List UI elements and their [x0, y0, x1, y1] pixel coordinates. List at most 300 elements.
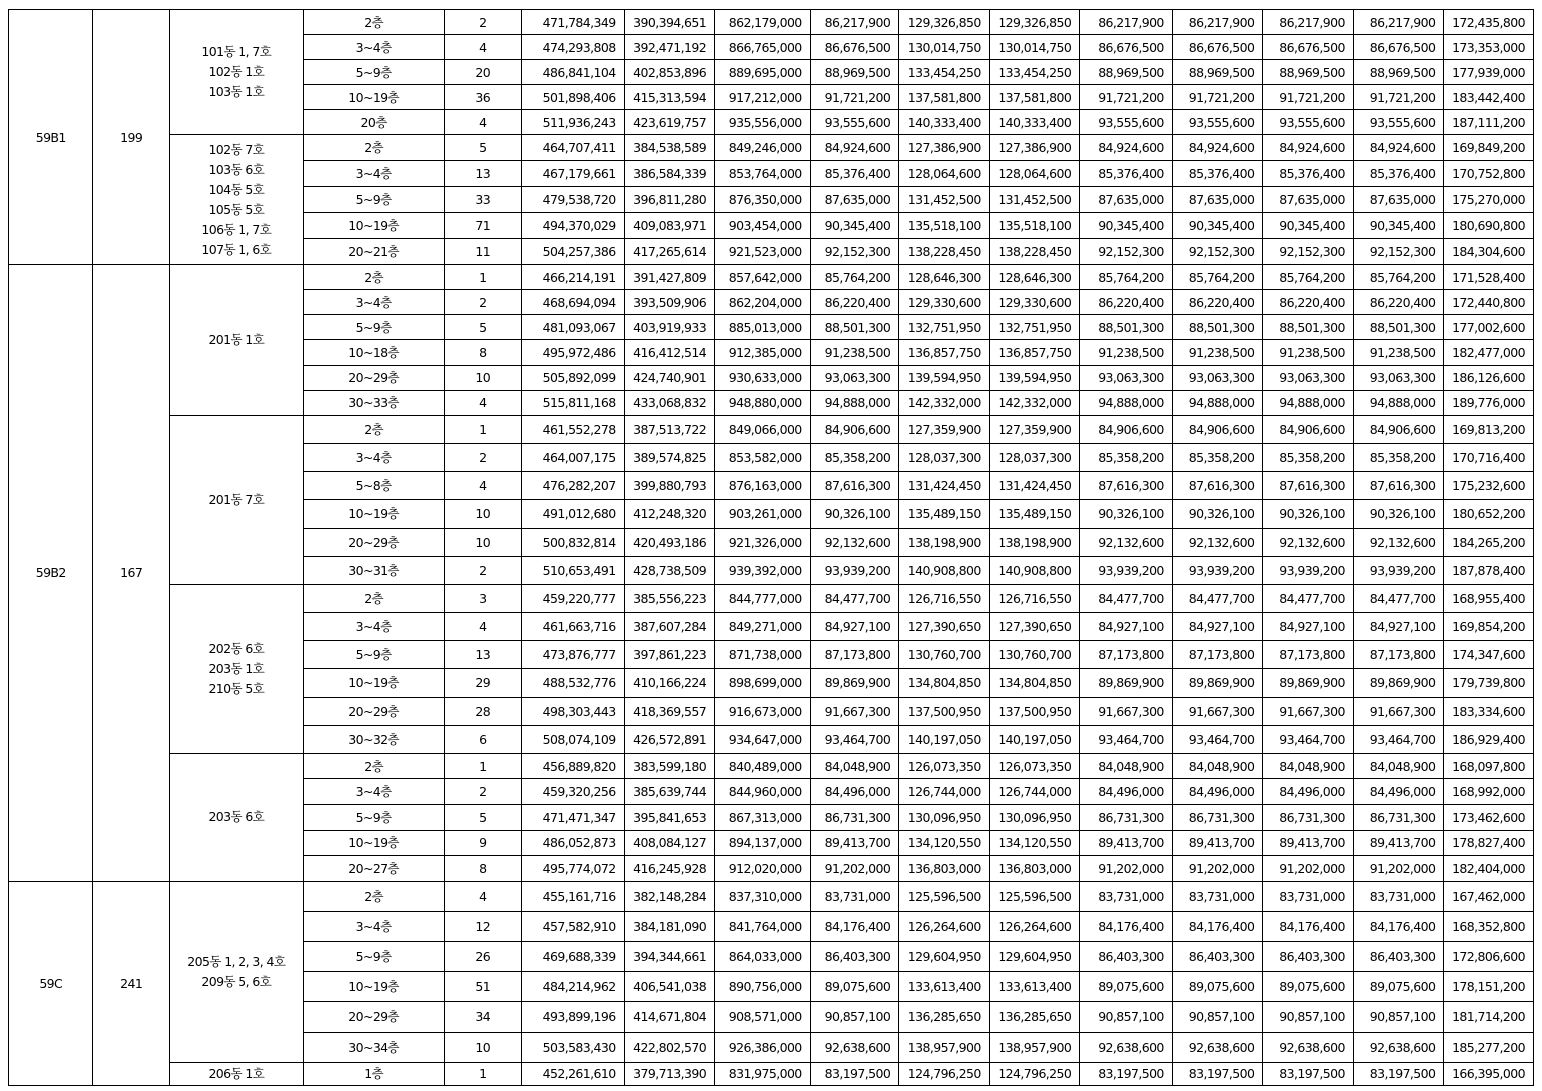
- interim-6-cell: 94,888,000: [1353, 390, 1444, 415]
- balance-cell: 172,440,800: [1444, 290, 1534, 315]
- building-unit-group: [169, 415, 303, 584]
- interim-4-cell: 86,220,400: [1172, 290, 1263, 315]
- interim-2-cell: 125,596,500: [989, 881, 1080, 911]
- contract-deposit-cell: 93,555,600: [810, 110, 899, 135]
- total-price-cell: 831,975,000: [715, 1062, 811, 1085]
- unit-count: 199: [93, 10, 169, 265]
- balance-cell: 170,716,400: [1444, 444, 1534, 472]
- interim-6-cell: 85,764,200: [1353, 265, 1444, 290]
- interim-3-cell: 91,721,200: [1080, 85, 1173, 110]
- interim-6-cell: 86,403,300: [1353, 942, 1444, 972]
- interim-5-cell: 93,464,700: [1263, 725, 1354, 753]
- interim-3-cell: 87,635,000: [1080, 187, 1173, 213]
- contract-deposit-cell: 85,358,200: [810, 444, 899, 472]
- interim-4-cell: 86,217,900: [1172, 10, 1263, 35]
- interim-3-cell: 91,202,000: [1080, 856, 1173, 882]
- interim-4-cell: 88,501,300: [1172, 315, 1263, 340]
- interim-1-cell: 124,796,250: [899, 1062, 990, 1085]
- balance-cell: 181,714,200: [1444, 1002, 1534, 1032]
- interim-1-cell: 139,594,950: [899, 365, 990, 390]
- interim-4-cell: 90,857,100: [1172, 1002, 1263, 1032]
- land-price-cell: 476,282,207: [521, 472, 624, 500]
- balance-cell: 185,277,200: [1444, 1032, 1534, 1062]
- interim-6-cell: 86,217,900: [1353, 10, 1444, 35]
- total-price-cell: 849,271,000: [715, 613, 811, 641]
- land-price-cell: 511,936,243: [521, 110, 624, 135]
- interim-1-cell: 135,489,150: [899, 500, 990, 528]
- interim-4-cell: 89,413,700: [1172, 830, 1263, 856]
- building-unit-label: 201동 7호: [208, 491, 265, 507]
- building-price-cell: 395,841,653: [624, 805, 715, 831]
- interim-6-cell: 86,676,500: [1353, 35, 1444, 60]
- balance-cell: 168,352,800: [1444, 911, 1534, 941]
- building-price-cell: 397,861,223: [624, 641, 715, 669]
- building-unit-group: [169, 1062, 303, 1085]
- balance-cell: 169,813,200: [1444, 415, 1534, 443]
- balance-cell: 179,739,800: [1444, 669, 1534, 697]
- interim-5-cell: 87,173,800: [1263, 641, 1354, 669]
- land-price-cell: 464,007,175: [521, 444, 624, 472]
- interim-1-cell: 132,751,950: [899, 315, 990, 340]
- land-price-cell: 486,052,873: [521, 830, 624, 856]
- floor-cell: 2층: [303, 265, 444, 290]
- interim-2-cell: 140,197,050: [989, 725, 1080, 753]
- interim-6-cell: 93,063,300: [1353, 365, 1444, 390]
- land-price-cell: 479,538,720: [521, 187, 624, 213]
- interim-3-cell: 89,075,600: [1080, 972, 1173, 1002]
- count-cell: 5: [444, 805, 521, 831]
- interim-4-cell: 91,721,200: [1172, 85, 1263, 110]
- interim-6-cell: 91,202,000: [1353, 856, 1444, 882]
- building-price-cell: 402,853,896: [624, 60, 715, 85]
- contract-deposit-cell: 91,667,300: [810, 697, 899, 725]
- interim-4-cell: 89,869,900: [1172, 669, 1263, 697]
- total-price-cell: 908,571,000: [715, 1002, 811, 1032]
- total-price-cell: 930,633,000: [715, 365, 811, 390]
- interim-5-cell: 86,676,500: [1263, 35, 1354, 60]
- balance-cell: 174,347,600: [1444, 641, 1534, 669]
- interim-2-cell: 134,120,550: [989, 830, 1080, 856]
- interim-3-cell: 86,220,400: [1080, 290, 1173, 315]
- building-price-cell: 403,919,933: [624, 315, 715, 340]
- interim-3-cell: 87,616,300: [1080, 472, 1173, 500]
- building-unit-group: [169, 265, 303, 416]
- interim-2-cell: 126,744,000: [989, 779, 1080, 805]
- contract-deposit-cell: 91,202,000: [810, 856, 899, 882]
- interim-1-cell: 130,096,950: [899, 805, 990, 831]
- count-cell: 1: [444, 265, 521, 290]
- total-price-cell: 935,556,000: [715, 110, 811, 135]
- building-unit-group: [169, 135, 303, 265]
- total-price-cell: 876,350,000: [715, 187, 811, 213]
- interim-3-cell: 90,326,100: [1080, 500, 1173, 528]
- land-price-cell: 508,074,109: [521, 725, 624, 753]
- building-price-cell: 386,584,339: [624, 161, 715, 187]
- interim-4-cell: 86,403,300: [1172, 942, 1263, 972]
- interim-3-cell: 84,927,100: [1080, 613, 1173, 641]
- contract-deposit-cell: 89,075,600: [810, 972, 899, 1002]
- interim-6-cell: 84,496,000: [1353, 779, 1444, 805]
- land-price-cell: 464,707,411: [521, 135, 624, 161]
- interim-1-cell: 131,424,450: [899, 472, 990, 500]
- interim-4-cell: 84,924,600: [1172, 135, 1263, 161]
- contract-deposit-cell: 84,176,400: [810, 911, 899, 941]
- contract-deposit-cell: 84,906,600: [810, 415, 899, 443]
- total-price-cell: 853,764,000: [715, 161, 811, 187]
- contract-deposit-cell: 92,132,600: [810, 528, 899, 556]
- land-price-cell: 466,214,191: [521, 265, 624, 290]
- interim-3-cell: 93,464,700: [1080, 725, 1173, 753]
- interim-4-cell: 90,345,400: [1172, 213, 1263, 239]
- interim-3-cell: 88,501,300: [1080, 315, 1173, 340]
- building-price-cell: 392,471,192: [624, 35, 715, 60]
- interim-2-cell: 135,489,150: [989, 500, 1080, 528]
- total-price-cell: 862,179,000: [715, 10, 811, 35]
- interim-5-cell: 86,403,300: [1263, 942, 1354, 972]
- interim-2-cell: 127,386,900: [989, 135, 1080, 161]
- contract-deposit-cell: 92,152,300: [810, 239, 899, 265]
- interim-2-cell: 131,452,500: [989, 187, 1080, 213]
- total-price-cell: 889,695,000: [715, 60, 811, 85]
- interim-1-cell: 136,857,750: [899, 340, 990, 365]
- interim-5-cell: 88,969,500: [1263, 60, 1354, 85]
- interim-3-cell: 84,477,700: [1080, 584, 1173, 612]
- interim-4-cell: 84,496,000: [1172, 779, 1263, 805]
- interim-3-cell: 91,238,500: [1080, 340, 1173, 365]
- interim-2-cell: 140,333,400: [989, 110, 1080, 135]
- contract-deposit-cell: 86,403,300: [810, 942, 899, 972]
- land-price-cell: 481,093,067: [521, 315, 624, 340]
- total-price-cell: 849,246,000: [715, 135, 811, 161]
- table-row: [9, 10, 1534, 35]
- count-cell: 4: [444, 472, 521, 500]
- interim-6-cell: 84,477,700: [1353, 584, 1444, 612]
- interim-6-cell: 85,376,400: [1353, 161, 1444, 187]
- floor-cell: 5~9층: [303, 60, 444, 85]
- floor-cell: 10~18층: [303, 340, 444, 365]
- interim-6-cell: 93,464,700: [1353, 725, 1444, 753]
- interim-1-cell: 137,500,950: [899, 697, 990, 725]
- interim-3-cell: 88,969,500: [1080, 60, 1173, 85]
- contract-deposit-cell: 93,464,700: [810, 725, 899, 753]
- land-price-cell: 469,688,339: [521, 942, 624, 972]
- total-price-cell: 840,489,000: [715, 753, 811, 779]
- total-price-cell: 921,326,000: [715, 528, 811, 556]
- building-price-cell: 399,880,793: [624, 472, 715, 500]
- building-price-cell: 409,083,971: [624, 213, 715, 239]
- interim-2-cell: 129,330,600: [989, 290, 1080, 315]
- interim-3-cell: 93,063,300: [1080, 365, 1173, 390]
- land-price-cell: 498,303,443: [521, 697, 624, 725]
- count-cell: 4: [444, 881, 521, 911]
- interim-4-cell: 91,202,000: [1172, 856, 1263, 882]
- interim-3-cell: 84,924,600: [1080, 135, 1173, 161]
- interim-1-cell: 129,604,950: [899, 942, 990, 972]
- total-price-cell: 871,738,000: [715, 641, 811, 669]
- total-price-cell: 898,699,000: [715, 669, 811, 697]
- interim-5-cell: 89,413,700: [1263, 830, 1354, 856]
- interim-4-cell: 88,969,500: [1172, 60, 1263, 85]
- count-cell: 3: [444, 584, 521, 612]
- floor-cell: 5~9층: [303, 805, 444, 831]
- building-unit-label: 102동 1호: [208, 64, 265, 79]
- balance-cell: 168,097,800: [1444, 753, 1534, 779]
- contract-deposit-cell: 87,173,800: [810, 641, 899, 669]
- building-price-cell: 393,509,906: [624, 290, 715, 315]
- interim-2-cell: 137,500,950: [989, 697, 1080, 725]
- building-price-cell: 417,265,614: [624, 239, 715, 265]
- interim-4-cell: 85,764,200: [1172, 265, 1263, 290]
- contract-deposit-cell: 91,721,200: [810, 85, 899, 110]
- interim-4-cell: 83,197,500: [1172, 1062, 1263, 1085]
- interim-1-cell: 130,760,700: [899, 641, 990, 669]
- interim-4-cell: 84,906,600: [1172, 415, 1263, 443]
- floor-cell: 10~19층: [303, 213, 444, 239]
- interim-5-cell: 91,667,300: [1263, 697, 1354, 725]
- count-cell: 33: [444, 187, 521, 213]
- interim-1-cell: 125,596,500: [899, 881, 990, 911]
- count-cell: 36: [444, 85, 521, 110]
- interim-1-cell: 140,197,050: [899, 725, 990, 753]
- count-cell: 9: [444, 830, 521, 856]
- floor-cell: 20~27층: [303, 856, 444, 882]
- count-cell: 26: [444, 942, 521, 972]
- interim-2-cell: 132,751,950: [989, 315, 1080, 340]
- balance-cell: 186,126,600: [1444, 365, 1534, 390]
- building-price-cell: 415,313,594: [624, 85, 715, 110]
- interim-5-cell: 90,326,100: [1263, 500, 1354, 528]
- floor-cell: 20~29층: [303, 528, 444, 556]
- interim-3-cell: 90,857,100: [1080, 1002, 1173, 1032]
- count-cell: 2: [444, 556, 521, 584]
- building-price-cell: 384,538,589: [624, 135, 715, 161]
- land-price-cell: 461,552,278: [521, 415, 624, 443]
- interim-1-cell: 126,744,000: [899, 779, 990, 805]
- land-price-cell: 510,653,491: [521, 556, 624, 584]
- interim-2-cell: 137,581,800: [989, 85, 1080, 110]
- interim-3-cell: 86,676,500: [1080, 35, 1173, 60]
- interim-1-cell: 138,198,900: [899, 528, 990, 556]
- interim-6-cell: 92,132,600: [1353, 528, 1444, 556]
- interim-2-cell: 130,014,750: [989, 35, 1080, 60]
- building-price-cell: 422,802,570: [624, 1032, 715, 1062]
- interim-2-cell: 128,064,600: [989, 161, 1080, 187]
- contract-deposit-cell: 86,676,500: [810, 35, 899, 60]
- balance-cell: 184,304,600: [1444, 239, 1534, 265]
- building-price-cell: 383,599,180: [624, 753, 715, 779]
- floor-cell: 3~4층: [303, 290, 444, 315]
- total-price-cell: 885,013,000: [715, 315, 811, 340]
- interim-1-cell: 127,359,900: [899, 415, 990, 443]
- interim-3-cell: 89,869,900: [1080, 669, 1173, 697]
- total-price-cell: 857,642,000: [715, 265, 811, 290]
- land-price-cell: 473,876,777: [521, 641, 624, 669]
- interim-5-cell: 91,202,000: [1263, 856, 1354, 882]
- interim-4-cell: 84,048,900: [1172, 753, 1263, 779]
- interim-6-cell: 84,927,100: [1353, 613, 1444, 641]
- contract-deposit-cell: 90,326,100: [810, 500, 899, 528]
- count-cell: 10: [444, 1032, 521, 1062]
- building-unit-label: 101동 1, 7호: [201, 44, 272, 59]
- count-cell: 2: [444, 444, 521, 472]
- interim-1-cell: 128,646,300: [899, 265, 990, 290]
- land-price-cell: 493,899,196: [521, 1002, 624, 1032]
- count-cell: 2: [444, 10, 521, 35]
- interim-3-cell: 83,731,000: [1080, 881, 1173, 911]
- building-unit-label: 103동 6호: [208, 161, 265, 177]
- contract-deposit-cell: 92,638,600: [810, 1032, 899, 1062]
- floor-cell: 10~19층: [303, 500, 444, 528]
- interim-2-cell: 128,037,300: [989, 444, 1080, 472]
- count-cell: 4: [444, 110, 521, 135]
- building-unit-group: [169, 881, 303, 1062]
- count-cell: 5: [444, 315, 521, 340]
- interim-2-cell: 136,803,000: [989, 856, 1080, 882]
- count-cell: 51: [444, 972, 521, 1002]
- contract-deposit-cell: 83,731,000: [810, 881, 899, 911]
- building-unit-label: 106동 1, 7호: [201, 221, 272, 237]
- table-row: [9, 135, 1534, 161]
- building-price-cell: 410,166,224: [624, 669, 715, 697]
- total-price-cell: 916,673,000: [715, 697, 811, 725]
- interim-3-cell: 86,217,900: [1080, 10, 1173, 35]
- floor-cell: 20~29층: [303, 1002, 444, 1032]
- count-cell: 5: [444, 135, 521, 161]
- interim-6-cell: 86,731,300: [1353, 805, 1444, 831]
- interim-2-cell: 128,646,300: [989, 265, 1080, 290]
- balance-cell: 178,151,200: [1444, 972, 1534, 1002]
- interim-3-cell: 86,403,300: [1080, 942, 1173, 972]
- unit-count: 167: [93, 265, 169, 882]
- interim-1-cell: 136,803,000: [899, 856, 990, 882]
- building-price-cell: 387,607,284: [624, 613, 715, 641]
- count-cell: 10: [444, 500, 521, 528]
- count-cell: 1: [444, 753, 521, 779]
- balance-cell: 175,232,600: [1444, 472, 1534, 500]
- balance-cell: 183,334,600: [1444, 697, 1534, 725]
- interim-5-cell: 83,197,500: [1263, 1062, 1354, 1085]
- interim-2-cell: 134,804,850: [989, 669, 1080, 697]
- balance-cell: 182,404,000: [1444, 856, 1534, 882]
- total-price-cell: 939,392,000: [715, 556, 811, 584]
- count-cell: 8: [444, 856, 521, 882]
- building-unit-label: 102동 7호: [208, 141, 265, 157]
- land-price-cell: 461,663,716: [521, 613, 624, 641]
- land-price-cell: 515,811,168: [521, 390, 624, 415]
- building-price-cell: 389,574,825: [624, 444, 715, 472]
- count-cell: 29: [444, 669, 521, 697]
- count-cell: 4: [444, 35, 521, 60]
- interim-4-cell: 84,176,400: [1172, 911, 1263, 941]
- interim-3-cell: 89,413,700: [1080, 830, 1173, 856]
- interim-6-cell: 84,176,400: [1353, 911, 1444, 941]
- interim-4-cell: 93,464,700: [1172, 725, 1263, 753]
- balance-cell: 177,939,000: [1444, 60, 1534, 85]
- floor-cell: 30~34층: [303, 1032, 444, 1062]
- contract-deposit-cell: 90,857,100: [810, 1002, 899, 1032]
- interim-5-cell: 86,731,300: [1263, 805, 1354, 831]
- land-price-cell: 491,012,680: [521, 500, 624, 528]
- floor-cell: 3~4층: [303, 444, 444, 472]
- price-table: [8, 9, 1534, 1086]
- interim-6-cell: 91,238,500: [1353, 340, 1444, 365]
- balance-cell: 167,462,000: [1444, 881, 1534, 911]
- table-row: [9, 265, 1534, 290]
- balance-cell: 178,827,400: [1444, 830, 1534, 856]
- interim-6-cell: 93,555,600: [1353, 110, 1444, 135]
- interim-6-cell: 87,173,800: [1353, 641, 1444, 669]
- count-cell: 2: [444, 779, 521, 805]
- interim-1-cell: 133,613,400: [899, 972, 990, 1002]
- interim-3-cell: 84,496,000: [1080, 779, 1173, 805]
- contract-deposit-cell: 84,496,000: [810, 779, 899, 805]
- building-price-cell: 408,084,127: [624, 830, 715, 856]
- interim-5-cell: 92,152,300: [1263, 239, 1354, 265]
- interim-4-cell: 92,152,300: [1172, 239, 1263, 265]
- interim-4-cell: 93,939,200: [1172, 556, 1263, 584]
- land-price-cell: 495,774,072: [521, 856, 624, 882]
- interim-5-cell: 88,501,300: [1263, 315, 1354, 340]
- interim-5-cell: 86,220,400: [1263, 290, 1354, 315]
- building-unit-label: 104동 5호: [208, 181, 265, 197]
- contract-deposit-cell: 93,939,200: [810, 556, 899, 584]
- building-unit-group: [169, 10, 303, 135]
- total-price-cell: 844,777,000: [715, 584, 811, 612]
- land-price-cell: 459,220,777: [521, 584, 624, 612]
- land-price-cell: 501,898,406: [521, 85, 624, 110]
- balance-cell: 180,652,200: [1444, 500, 1534, 528]
- interim-4-cell: 92,638,600: [1172, 1032, 1263, 1062]
- interim-3-cell: 84,176,400: [1080, 911, 1173, 941]
- land-price-cell: 459,320,256: [521, 779, 624, 805]
- floor-cell: 2층: [303, 415, 444, 443]
- interim-1-cell: 126,073,350: [899, 753, 990, 779]
- floor-cell: 5~9층: [303, 942, 444, 972]
- floor-cell: 30~32층: [303, 725, 444, 753]
- balance-cell: 172,435,800: [1444, 10, 1534, 35]
- balance-cell: 183,442,400: [1444, 85, 1534, 110]
- interim-5-cell: 92,638,600: [1263, 1032, 1354, 1062]
- balance-cell: 182,477,000: [1444, 340, 1534, 365]
- unit-type: 59B1: [9, 10, 93, 265]
- building-unit-group: [169, 753, 303, 881]
- interim-4-cell: 87,635,000: [1172, 187, 1263, 213]
- interim-1-cell: 137,581,800: [899, 85, 990, 110]
- interim-5-cell: 84,927,100: [1263, 613, 1354, 641]
- land-price-cell: 471,471,347: [521, 805, 624, 831]
- count-cell: 1: [444, 1062, 521, 1085]
- contract-deposit-cell: 84,477,700: [810, 584, 899, 612]
- interim-1-cell: 142,332,000: [899, 390, 990, 415]
- building-price-cell: 384,181,090: [624, 911, 715, 941]
- interim-1-cell: 129,330,600: [899, 290, 990, 315]
- contract-deposit-cell: 86,220,400: [810, 290, 899, 315]
- land-price-cell: 467,179,661: [521, 161, 624, 187]
- interim-1-cell: 130,014,750: [899, 35, 990, 60]
- land-price-cell: 486,841,104: [521, 60, 624, 85]
- interim-3-cell: 83,197,500: [1080, 1062, 1173, 1085]
- interim-3-cell: 92,152,300: [1080, 239, 1173, 265]
- land-price-cell: 500,832,814: [521, 528, 624, 556]
- building-price-cell: 396,811,280: [624, 187, 715, 213]
- floor-cell: 5~9층: [303, 315, 444, 340]
- building-unit-label: 203동 6호: [208, 809, 265, 825]
- contract-deposit-cell: 91,238,500: [810, 340, 899, 365]
- interim-6-cell: 83,731,000: [1353, 881, 1444, 911]
- interim-2-cell: 133,454,250: [989, 60, 1080, 85]
- interim-4-cell: 91,238,500: [1172, 340, 1263, 365]
- balance-cell: 172,806,600: [1444, 942, 1534, 972]
